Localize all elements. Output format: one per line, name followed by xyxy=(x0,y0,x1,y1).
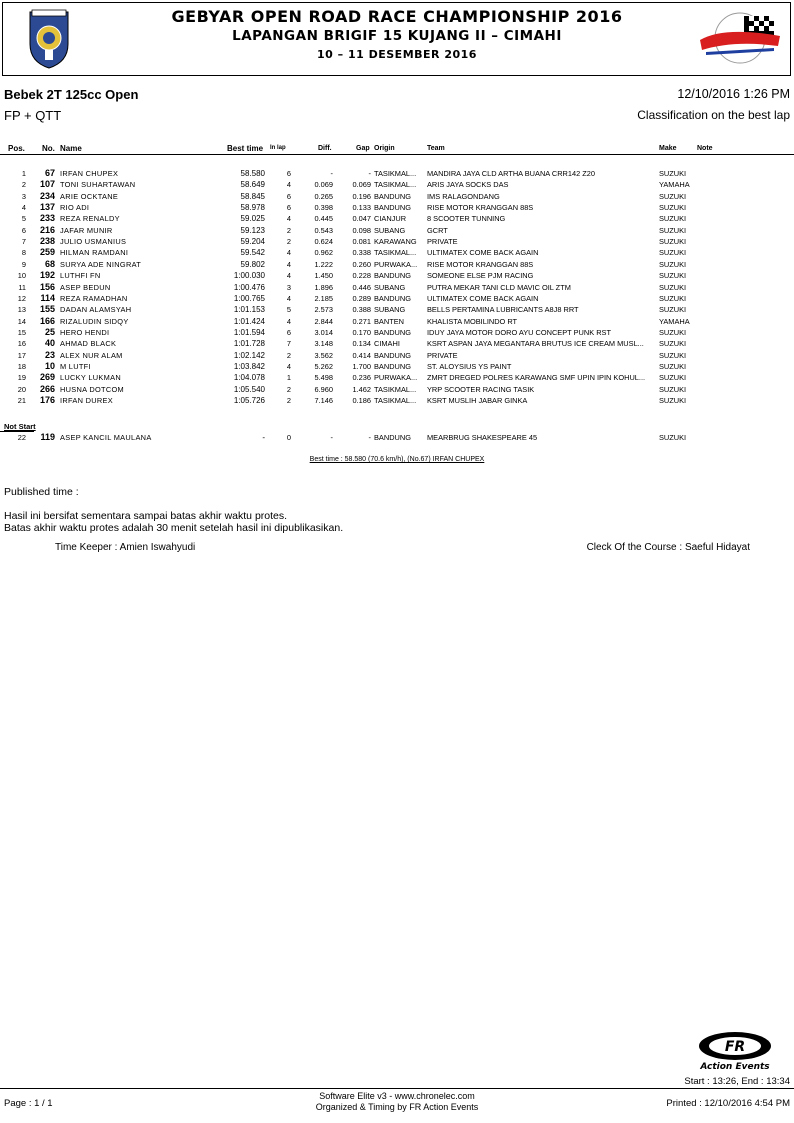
cell-lap: 6 xyxy=(286,169,291,178)
table-row xyxy=(0,282,794,293)
cell-make: SUZUKI xyxy=(659,271,687,281)
table-row xyxy=(0,384,794,395)
cell-best: 59.542 xyxy=(240,248,265,258)
clerk-of-course: Cleck Of the Course : Saeful Hidayat xyxy=(586,542,750,553)
table-row xyxy=(0,202,794,213)
table-row xyxy=(0,247,794,258)
cell-diff: 3.014 xyxy=(314,327,333,337)
protest-note-1: Hasil ini bersifat sementara sampai batas akhir waktu protes. xyxy=(4,510,288,522)
cell-diff: 3.562 xyxy=(314,350,333,360)
cell-name: DADAN ALAMSYAH xyxy=(60,305,132,315)
cell-diff: 0.624 xyxy=(314,237,333,247)
footer-rule xyxy=(0,1088,794,1089)
cell-diff: 1.222 xyxy=(314,259,333,269)
cell-gap: 0.098 xyxy=(352,225,371,235)
table-row xyxy=(0,316,794,327)
cell-pos: 21 xyxy=(17,396,26,405)
time-keeper: Time Keeper : Amien Iswahyudi xyxy=(55,542,196,553)
cell-make: SUZUKI xyxy=(659,169,687,178)
cell-diff: 0.962 xyxy=(314,248,333,258)
cell-make: SUZUKI xyxy=(659,293,687,303)
cell-make: SUZUKI xyxy=(659,433,687,442)
col-gap: Gap xyxy=(356,145,370,152)
cell-make: SUZUKI xyxy=(659,248,687,258)
cell-best: 59.204 xyxy=(240,237,265,247)
cell-best: - xyxy=(262,433,265,442)
col-lap: In lap xyxy=(270,145,286,151)
cell-origin: PURWAKA... xyxy=(374,259,418,269)
cell-make: SUZUKI xyxy=(659,361,687,371)
cell-no: 266 xyxy=(39,383,55,394)
cell-diff: 5.498 xyxy=(314,373,333,383)
cell-lap: 2 xyxy=(286,350,291,360)
cell-diff: 0.265 xyxy=(314,191,333,201)
cell-pos: 17 xyxy=(17,350,26,360)
col-best: Best time xyxy=(227,144,264,153)
cell-best: 1:04.078 xyxy=(233,373,265,383)
cell-pos: 15 xyxy=(17,327,26,337)
race-category: Bebek 2T 125cc Open xyxy=(4,87,139,102)
cell-team: YRP SCOOTER RACING TASIK xyxy=(427,384,535,394)
cell-make: YAMAHA xyxy=(659,316,690,326)
cell-pos: 4 xyxy=(21,203,26,213)
cell-gap: 0.260 xyxy=(352,259,371,269)
cell-lap: 4 xyxy=(286,180,291,190)
cell-pos: 5 xyxy=(21,214,26,224)
cell-origin: BANTEN xyxy=(374,316,404,326)
cell-best: 1:00.765 xyxy=(233,293,265,303)
cell-best: 1:00.476 xyxy=(233,282,265,292)
cell-gap: 0.133 xyxy=(352,203,371,213)
not-start-label: Not Start xyxy=(4,422,36,431)
best-time-note: Best time : 58.580 (70.6 km/h), (No.67) IRFAN CHUPEX xyxy=(309,456,485,463)
cell-pos: 20 xyxy=(17,384,26,394)
cell-gap: 0.236 xyxy=(352,373,371,383)
cell-pos: 22 xyxy=(17,433,26,442)
col-name: Name xyxy=(60,144,82,153)
table-row xyxy=(0,213,794,224)
cell-lap: 2 xyxy=(286,384,291,394)
cell-team: PRIVATE xyxy=(427,237,458,247)
cell-best: 58.580 xyxy=(240,169,265,178)
table-row xyxy=(0,432,794,443)
venue-title: LAPANGAN BRIGIF 15 KUJANG II – CIMAHI xyxy=(232,28,562,44)
cell-team: RISE MOTOR KRANGGAN 88S xyxy=(427,259,534,269)
cell-gap: 1.462 xyxy=(352,384,371,394)
event-dates: 10 – 11 DESEMBER 2016 xyxy=(317,48,477,61)
cell-best: 1:00.030 xyxy=(233,271,265,281)
cell-diff: - xyxy=(330,169,333,178)
cell-no: 10 xyxy=(44,360,55,371)
cell-diff: 1.450 xyxy=(314,271,333,281)
cell-name: RIO ADI xyxy=(60,203,90,213)
header-rule xyxy=(0,154,794,155)
cell-origin: TASIKMAL... xyxy=(374,180,417,190)
cell-name: JULIO USMANIUS xyxy=(60,237,127,247)
cell-diff: 0.445 xyxy=(314,214,333,224)
cell-best: 1:05.726 xyxy=(233,396,265,405)
cell-team: GCRT xyxy=(427,225,448,235)
cell-diff: 0.398 xyxy=(314,203,333,213)
cell-origin: TASIKMAL... xyxy=(374,248,417,258)
cell-pos: 8 xyxy=(21,248,26,258)
cell-make: SUZUKI xyxy=(659,305,687,315)
fr-logo-text: Action Events xyxy=(700,1062,770,1072)
cell-gap: 0.338 xyxy=(352,248,371,258)
cell-no: 259 xyxy=(39,247,55,258)
cell-gap: 0.047 xyxy=(352,214,371,224)
cell-lap: 4 xyxy=(286,248,291,258)
cell-lap: 2 xyxy=(286,225,291,235)
col-note: Note xyxy=(697,145,713,152)
event-title: GEBYAR OPEN ROAD RACE CHAMPIONSHIP 2016 xyxy=(171,7,623,26)
cell-pos: 11 xyxy=(18,282,26,292)
cell-origin: KARAWANG xyxy=(374,237,417,247)
cell-best: 58.649 xyxy=(240,180,265,190)
cell-make: SUZUKI xyxy=(659,339,687,349)
cell-pos: 14 xyxy=(17,316,26,326)
cell-origin: BANDUNG xyxy=(374,433,411,442)
cell-make: SUZUKI xyxy=(659,225,687,235)
cell-pos: 7 xyxy=(21,237,26,247)
cell-team: IDUY JAYA MOTOR DORO AYU CONCEPT PUNK RST xyxy=(427,327,611,337)
cell-gap: - xyxy=(368,169,371,178)
cell-make: SUZUKI xyxy=(659,384,687,394)
cell-no: 114 xyxy=(40,292,55,303)
cell-make: SUZUKI xyxy=(659,203,687,213)
cell-name: SURYA ADE NINGRAT xyxy=(60,259,142,269)
cell-origin: TASIKMAL... xyxy=(374,396,417,405)
cell-no: 216 xyxy=(39,224,55,235)
cell-team: ULTIMATEX COME BACK AGAIN xyxy=(427,293,539,303)
col-make: Make xyxy=(659,145,677,152)
sumber-speedway-logo-icon xyxy=(694,10,786,66)
cell-best: 1:01.424 xyxy=(233,316,265,326)
page-number: Page : 1 / 1 xyxy=(4,1098,53,1109)
cell-gap: 0.414 xyxy=(352,350,371,360)
cell-make: SUZUKI xyxy=(659,191,687,201)
cell-origin: BANDUNG xyxy=(374,203,411,213)
cell-best: 58.845 xyxy=(240,191,265,201)
table-row xyxy=(0,225,794,236)
table-row xyxy=(0,395,794,406)
cell-pos: 16 xyxy=(17,339,26,349)
table-row xyxy=(0,270,794,281)
cell-origin: BANDUNG xyxy=(374,361,411,371)
cell-origin: BANDUNG xyxy=(374,293,411,303)
cell-lap: 3 xyxy=(286,282,291,292)
cell-make: SUZUKI xyxy=(659,396,687,405)
cell-diff: 0.543 xyxy=(314,225,333,235)
cell-name: HERO HENDI xyxy=(60,327,110,337)
cell-no: 137 xyxy=(39,202,55,213)
cell-origin: SUBANG xyxy=(374,225,406,235)
cell-pos: 12 xyxy=(17,293,26,303)
cell-no: 67 xyxy=(44,168,55,178)
cell-name: RIZALUDIN SIDQY xyxy=(60,316,129,326)
cell-diff: 7.146 xyxy=(314,396,333,405)
cell-team: SOMEONE ELSE PJM RACING xyxy=(427,271,534,281)
cell-pos: 13 xyxy=(17,305,26,315)
cell-no: 25 xyxy=(44,326,55,337)
cell-diff: 2.573 xyxy=(314,305,333,315)
cell-make: SUZUKI xyxy=(659,214,687,224)
cell-pos: 6 xyxy=(21,225,26,235)
cell-diff: 2.185 xyxy=(314,293,333,303)
cell-diff: 0.069 xyxy=(314,180,333,190)
cell-best: 1:01.728 xyxy=(233,339,265,349)
cell-origin: BANDUNG xyxy=(374,271,411,281)
cell-name: HILMAN RAMDANI xyxy=(60,248,129,258)
cell-team: KHALISTA MOBILINDO RT xyxy=(427,316,518,326)
cell-best: 59.025 xyxy=(240,214,265,224)
cell-gap: 0.196 xyxy=(352,191,371,201)
cell-best: 59.802 xyxy=(240,259,265,269)
classification-label: Classification on the best lap xyxy=(637,108,790,122)
cell-best: 1:02.142 xyxy=(233,350,265,360)
cell-best: 1:01.153 xyxy=(233,305,265,315)
cell-pos: 10 xyxy=(17,271,26,281)
cell-name: ALEX NUR ALAM xyxy=(60,350,123,360)
table-row xyxy=(0,350,794,361)
cell-no: 68 xyxy=(44,258,55,269)
cell-pos: 1 xyxy=(21,169,26,178)
cell-diff: 6.960 xyxy=(314,384,333,394)
cell-name: AHMAD BLACK xyxy=(60,339,117,349)
cell-lap: 4 xyxy=(286,259,291,269)
cell-lap: 4 xyxy=(286,293,291,303)
cell-lap: 1 xyxy=(286,373,291,383)
cell-name: LUCKY LUKMAN xyxy=(60,373,121,383)
col-origin: Origin xyxy=(374,145,395,152)
report-datetime: 12/10/2016 1:26 PM xyxy=(677,87,790,101)
session-name: FP + QTT xyxy=(4,108,62,123)
cell-team: ST. ALOYSIUS YS PAINT xyxy=(427,361,512,371)
cell-team: ZMRT DREGED POLRES KARAWANG SMF UPIN IPIN KOHUL... xyxy=(427,373,646,383)
cell-no: 192 xyxy=(39,270,55,281)
cell-team: 8 SCOOTER TUNNING xyxy=(427,214,506,224)
cell-lap: 4 xyxy=(286,361,291,371)
cell-pos: 3 xyxy=(21,191,26,201)
cell-gap: 0.228 xyxy=(352,271,371,281)
cell-team: KSRT ASPAN JAYA MEGANTARA BRUTUS ICE CREAM MUSL... xyxy=(427,339,644,349)
cell-name: IRFAN DUREX xyxy=(60,396,113,405)
cell-best: 59.123 xyxy=(240,225,265,235)
cell-no: 156 xyxy=(39,281,55,292)
cell-no: 238 xyxy=(39,236,55,247)
cell-diff: 1.896 xyxy=(314,282,333,292)
cell-make: YAMAHA xyxy=(659,180,690,190)
cell-gap: 0.186 xyxy=(352,396,371,405)
cell-team: RISE MOTOR KRANGGAN 88S xyxy=(427,203,534,213)
cell-origin: SUBANG xyxy=(374,305,406,315)
cell-lap: 6 xyxy=(286,191,291,201)
cell-name: ARIE OCKTANE xyxy=(60,191,119,201)
cell-name: M LUTFI xyxy=(60,361,91,371)
cell-name: REZA RENALDY xyxy=(60,214,120,224)
cell-origin: BANDUNG xyxy=(374,327,411,337)
published-time: Published time : xyxy=(4,486,79,498)
cell-lap: 0 xyxy=(286,433,291,442)
col-no: No. xyxy=(42,144,55,153)
cell-lap: 6 xyxy=(286,203,291,213)
cell-origin: CIANJUR xyxy=(374,214,407,224)
cell-origin: CIMAHI xyxy=(374,339,400,349)
cell-best: 58.978 xyxy=(240,203,265,213)
cell-origin: TASIKMAL... xyxy=(374,384,417,394)
cell-no: 23 xyxy=(44,349,55,360)
cell-no: 234 xyxy=(39,190,55,201)
table-row xyxy=(0,304,794,315)
cell-no: 155 xyxy=(39,304,55,315)
cell-diff: 5.262 xyxy=(314,361,333,371)
cell-team: MEARBRUG SHAKESPEARE 45 xyxy=(427,433,538,442)
cell-lap: 5 xyxy=(286,305,291,315)
table-row xyxy=(0,327,794,338)
cell-origin: BANDUNG xyxy=(374,350,411,360)
cell-best: 1:05.540 xyxy=(233,384,265,394)
cell-pos: 18 xyxy=(17,361,26,371)
organized-line: Organized & Timing by FR Action Events xyxy=(315,1102,479,1112)
table-row xyxy=(0,259,794,270)
table-row xyxy=(0,191,794,202)
cell-name: JAFAR MUNIR xyxy=(60,225,113,235)
cell-team: PRIVATE xyxy=(427,350,458,360)
table-row xyxy=(0,168,794,179)
cell-lap: 2 xyxy=(286,396,291,405)
cell-make: SUZUKI xyxy=(659,327,687,337)
cell-lap: 7 xyxy=(286,339,291,349)
cell-origin: BANDUNG xyxy=(374,191,411,201)
cell-name: IRFAN CHUPEX xyxy=(60,169,119,178)
cell-team: ARIS JAYA SOCKS DAS xyxy=(427,180,509,190)
cell-gap: 0.170 xyxy=(352,327,371,337)
table-row xyxy=(0,293,794,304)
cell-gap: - xyxy=(368,433,371,442)
cell-make: SUZUKI xyxy=(659,259,687,269)
cell-best: 1:01.594 xyxy=(233,327,265,337)
cell-team: BELLS PERTAMINA LUBRICANTS A8J8 RRT xyxy=(427,305,579,315)
cell-make: SUZUKI xyxy=(659,373,687,383)
cell-team: PUTRA MEKAR TANI CLD MAVIC OIL ZTM xyxy=(427,282,571,292)
cell-make: SUZUKI xyxy=(659,350,687,360)
cell-lap: 6 xyxy=(286,327,291,337)
table-row xyxy=(0,338,794,349)
col-diff: Diff. xyxy=(318,145,332,152)
cell-team: KSRT MUSLIH JABAR GINKA xyxy=(427,396,528,405)
cell-team: MANDIRA JAYA CLD ARTHA BUANA CRR142 Z20 xyxy=(427,169,595,178)
table-row xyxy=(0,372,794,383)
cell-name: TONI SUHARTAWAN xyxy=(60,180,136,190)
cell-no: 119 xyxy=(40,432,55,442)
cell-diff: - xyxy=(330,433,333,442)
cell-pos: 19 xyxy=(17,373,26,383)
cell-gap: 0.271 xyxy=(352,316,371,326)
table-row xyxy=(0,179,794,190)
cell-pos: 9 xyxy=(21,259,26,269)
cell-diff: 2.844 xyxy=(314,316,333,326)
start-end-time: Start : 13:26, End : 13:34 xyxy=(684,1076,790,1087)
cell-no: 269 xyxy=(39,372,55,383)
table-row xyxy=(0,361,794,372)
cell-lap: 4 xyxy=(286,271,291,281)
cell-team: ULTIMATEX COME BACK AGAIN xyxy=(427,248,539,258)
svg-text:FR: FR xyxy=(724,1039,746,1055)
cell-origin: TASIKMAL... xyxy=(374,169,417,178)
fr-action-events-logo-icon xyxy=(694,1030,776,1072)
cell-name: LUTHFI FN xyxy=(60,271,101,281)
cell-name: REZA RAMADHAN xyxy=(60,293,128,303)
cell-lap: 2 xyxy=(286,237,291,247)
software-line: Software Elite v3 - www.chronelec.com xyxy=(319,1091,475,1101)
cell-gap: 0.134 xyxy=(352,339,371,349)
cell-best: 1:03.842 xyxy=(233,361,265,371)
table-row xyxy=(0,236,794,247)
cell-gap: 1.700 xyxy=(352,361,371,371)
cell-diff: 3.148 xyxy=(314,339,333,349)
cell-team: IMS RALAGONDANG xyxy=(427,191,500,201)
cell-gap: 0.081 xyxy=(352,237,371,247)
cell-lap: 4 xyxy=(286,316,291,326)
protest-note-2: Batas akhir waktu protes adalah 30 menit setelah hasil ini dipublikasikan. xyxy=(4,522,344,534)
cell-name: ASEP BEDUN xyxy=(60,282,111,292)
cell-name: ASEP KANCIL MAULANA xyxy=(60,433,152,442)
cell-name: HUSNA DOTCOM xyxy=(60,384,124,394)
cell-make: SUZUKI xyxy=(659,282,687,292)
col-pos: Pos. xyxy=(8,144,25,153)
cell-gap: 0.388 xyxy=(352,305,371,315)
cell-origin: PURWAKA... xyxy=(374,373,418,383)
cell-gap: 0.446 xyxy=(352,282,371,292)
cell-make: SUZUKI xyxy=(659,237,687,247)
cell-no: 107 xyxy=(39,179,55,190)
col-team: Team xyxy=(427,145,445,152)
cell-origin: SUBANG xyxy=(374,282,406,292)
cell-lap: 4 xyxy=(286,214,291,224)
printed-time: Printed : 12/10/2016 4:54 PM xyxy=(666,1098,790,1109)
cell-gap: 0.069 xyxy=(352,180,371,190)
cell-no: 233 xyxy=(39,213,55,224)
cell-no: 176 xyxy=(39,395,55,405)
cell-no: 166 xyxy=(39,315,55,326)
cell-no: 40 xyxy=(44,338,55,349)
cell-pos: 2 xyxy=(21,180,26,190)
cell-gap: 0.289 xyxy=(352,293,371,303)
